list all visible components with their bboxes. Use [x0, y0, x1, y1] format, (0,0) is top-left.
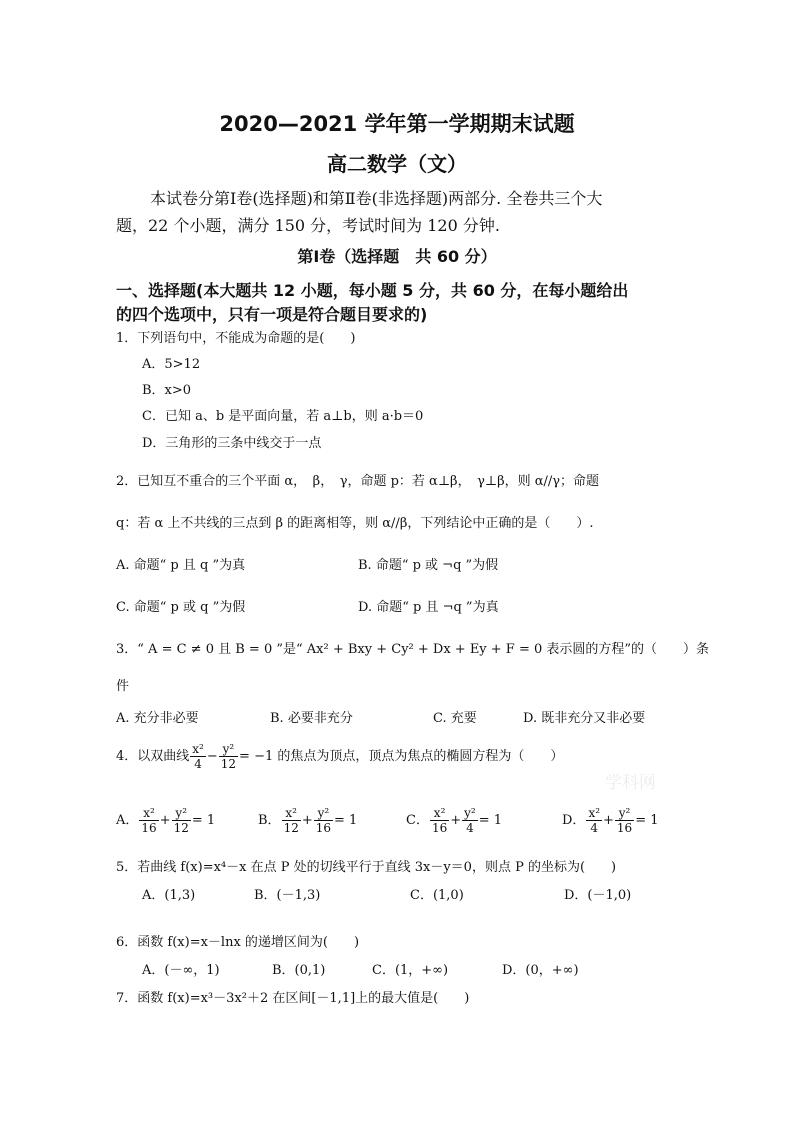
q6-option-d: D．(0，+∞): [502, 963, 579, 978]
part1-heading-line-2: 的四个选项中，只有一项是符合题目要求的): [116, 305, 428, 324]
q3-option-d: D. 既非充分又非必要: [523, 711, 646, 726]
q1-option-a: A．5>12: [142, 357, 201, 372]
q5-option-a: A．(1,3): [142, 888, 196, 903]
q6-option-b: B．(0,1): [272, 963, 326, 978]
q4-fraction-2: $\frac{\text{y²}}{12}$: [220, 742, 237, 771]
q4-suffix: = −1 的焦点为顶点，顶点为焦点的椭圆方程为（ ）: [239, 749, 564, 764]
q3-option-b: B. 必要非充分: [270, 711, 353, 726]
q7-stem: 7．函数 f(x)=x³－3x²＋2 在区间[－1,1]上的最大值是( ): [116, 991, 470, 1006]
q3-option-c: C. 充要: [433, 711, 477, 726]
q4-stem: 4．以双曲线 $\frac{\text{x²}}{4}$ − $\frac{\text{y²}}{12}$ = −1 的焦点为顶点，顶点为焦点的椭圆方程为（ ）: [116, 742, 564, 771]
part1-heading-line-1: 一、选择题(本大题共 12 小题，每小题 5 分，共 60 分，在每小题给出: [116, 281, 629, 300]
page-title: 2020—2021 学年第一学期期末试题: [219, 112, 575, 136]
intro-line-2: 题，22 个小题，满分 150 分，考试时间为 120 分钟.: [116, 216, 500, 235]
q1-option-d: D．三角形的三条中线交于一点: [142, 436, 322, 451]
q3-stem-line-1: 3．“ A = C ≠ 0 且 B = 0 ”是“ Ax² + Bxy + Cy² + Dx + Ey + F = 0 表示圆的方程”的（ ）条: [116, 642, 710, 657]
q2-option-a: A. 命题“ p 且 q ”为真: [116, 558, 246, 573]
intro-line-1: 本试卷分第Ⅰ卷(选择题)和第Ⅱ卷(非选择题)两部分. 全卷共三个大: [150, 189, 603, 208]
q4-option-d: D． $\frac{\text{x²}}{4}$ + $\frac{\text{y²}}{16}$ = 1: [562, 806, 659, 835]
volume-title: 第Ⅰ卷（选择题 共 60 分）: [297, 247, 497, 266]
q3-option-a: A. 充分非必要: [116, 711, 199, 726]
watermark: 学科网: [605, 773, 656, 793]
q2-option-d: D. 命题“ p 且 ¬q ”为真: [358, 600, 499, 615]
q2-option-b: B. 命题“ p 或 ¬q ”为假: [358, 558, 499, 573]
q6-stem: 6．函数 f(x)=x－lnx 的递增区间为( ): [116, 935, 360, 950]
q3-stem-line-2: 件: [116, 679, 130, 694]
q2-stem-line-1: 2．已知互不重合的三个平面 α， β， γ，命题 p：若 α⊥β， γ⊥β，则 α//γ；命题: [116, 474, 600, 489]
q5-option-c: C．(1,0): [410, 888, 464, 903]
q5-option-d: D．(－1,0): [564, 888, 632, 903]
q4-option-a: A． $\frac{\text{x²}}{16}$ + $\frac{\text{y²}}{12}$ = 1: [116, 806, 216, 835]
q6-option-c: C．(1，+∞): [372, 963, 449, 978]
q4-fraction-1: $\frac{\text{x²}}{4}$: [192, 742, 204, 771]
page-subtitle: 高二数学（文）: [327, 152, 467, 176]
q5-stem: 5．若曲线 f(x)=x⁴－x 在点 P 处的切线平行于直线 3x－y＝0，则点 P 的坐标为( ): [116, 860, 617, 875]
q2-option-c: C. 命题“ p 或 q ”为假: [116, 600, 246, 615]
q4-option-c: C． $\frac{\text{x²}}{16}$ + $\frac{\text{y²}}{4}$ = 1: [406, 806, 503, 835]
q5-option-b: B．(－1,3): [254, 888, 321, 903]
q6-option-a: A．(－∞，1): [142, 963, 220, 978]
q1-option-b: B．x>0: [142, 383, 192, 398]
q2-stem-line-2: q：若 α 上不共线的三点到 β 的距离相等，则 α//β，下列结论中正确的是（ ）.: [116, 516, 594, 531]
q1-stem: 1．下列语句中，不能成为命题的是( ): [116, 331, 356, 346]
q1-option-c: C．已知 a、b 是平面向量，若 a⊥b，则 a·b＝0: [142, 409, 424, 424]
q4-option-b: B． $\frac{\text{x²}}{12}$ + $\frac{\text{y²}}{16}$ = 1: [258, 806, 358, 835]
q4-prefix: 4．以双曲线: [116, 749, 190, 764]
